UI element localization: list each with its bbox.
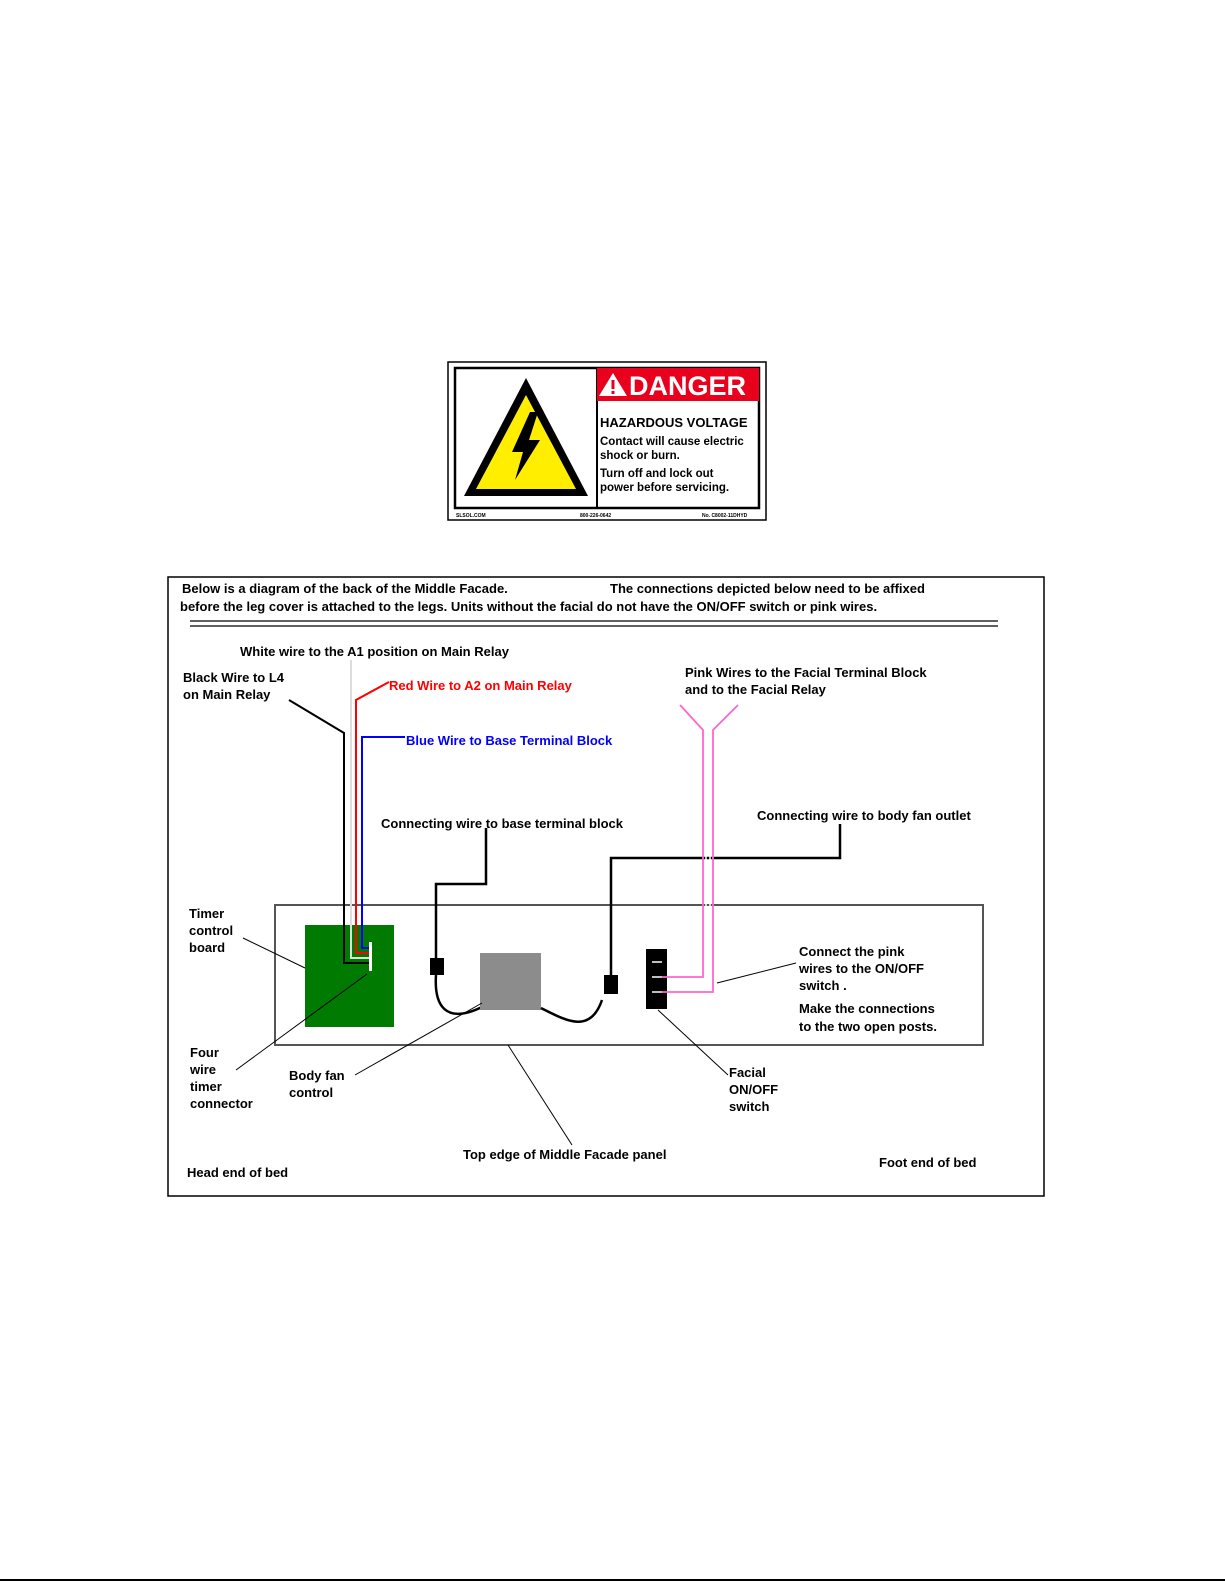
wiring-diagram [168, 577, 1044, 1196]
fan-outlet-plug [604, 975, 618, 994]
body-fan-control [480, 953, 541, 1010]
facial-switch-label-1: Facial [729, 1065, 766, 1080]
base-wire-plug [430, 958, 444, 975]
timer-label-2: control [189, 923, 234, 938]
intro-line-2: before the leg cover is attached to the legs. Units without the facial do not have the ON/OFF switch or pink wires. [180, 599, 878, 614]
four-wire-label-4: connector [190, 1096, 253, 1111]
make-connections-label-1: Make the connections [799, 1001, 935, 1016]
black-wire-label-1: Black Wire to L4 [183, 670, 285, 685]
facial-on-off-switch [646, 949, 667, 1009]
connect-pink-label-3: switch . [799, 978, 847, 993]
body-fan-label-2: control [289, 1085, 334, 1100]
danger-header-text: DANGER [629, 371, 747, 401]
danger-footer-right: No. C8002-11DHYD [702, 513, 748, 519]
head-end-label: Head end of bed [187, 1165, 289, 1180]
intro-line-1a: Below is a diagram of the back of the Middle Facade. [182, 581, 508, 596]
danger-line-1a: Contact will cause electric [600, 436, 744, 448]
blue-wire-label: Blue Wire to Base Terminal Block [406, 733, 613, 748]
timer-control-board [305, 925, 394, 1027]
pink-wires-label-2: and to the Facial Relay [685, 682, 826, 697]
top-edge-label: Top edge of Middle Facade panel [463, 1147, 667, 1162]
facial-switch-label-3: switch [729, 1099, 770, 1114]
four-wire-connector [369, 942, 372, 971]
danger-title: HAZARDOUS VOLTAGE [600, 415, 748, 430]
timer-label-1: Timer [189, 906, 225, 921]
pink-wires-label-1: Pink Wires to the Facial Terminal Block [685, 665, 927, 680]
black-wire-label-2: on Main Relay [183, 687, 271, 702]
danger-line-1b: shock or burn. [600, 450, 680, 462]
danger-line-2a: Turn off and lock out [600, 468, 714, 480]
foot-end-label: Foot end of bed [879, 1155, 977, 1170]
four-wire-label-2: wire [190, 1062, 217, 1077]
base-terminal-wire-label: Connecting wire to base terminal block [381, 816, 623, 831]
danger-line-2b: power before servicing. [600, 482, 730, 494]
facial-switch-label-2: ON/OFF [729, 1082, 779, 1097]
four-wire-label-1: Four [190, 1045, 219, 1060]
fan-outlet-wire-label: Connecting wire to body fan outlet [757, 808, 971, 823]
four-wire-label-3: timer [190, 1079, 222, 1094]
connect-pink-label-1: Connect the pink [799, 944, 905, 959]
connect-pink-label-2: wires to the ON/OFF [799, 961, 924, 976]
danger-footer-mid: 800-226-0642 [580, 513, 612, 519]
timer-label-3: board [189, 940, 226, 955]
red-wire-label: Red Wire to A2 on Main Relay [389, 678, 572, 693]
body-fan-label-1: Body fan [289, 1068, 345, 1083]
danger-footer-left: SLSOL.COM [456, 513, 486, 519]
danger-label [448, 362, 766, 520]
make-connections-label-2: to the two open posts. [799, 1019, 937, 1034]
intro-line-1b: The connections depicted below need to be affixed [610, 581, 925, 596]
white-wire-label: White wire to the A1 position on Main Relay [240, 644, 509, 659]
